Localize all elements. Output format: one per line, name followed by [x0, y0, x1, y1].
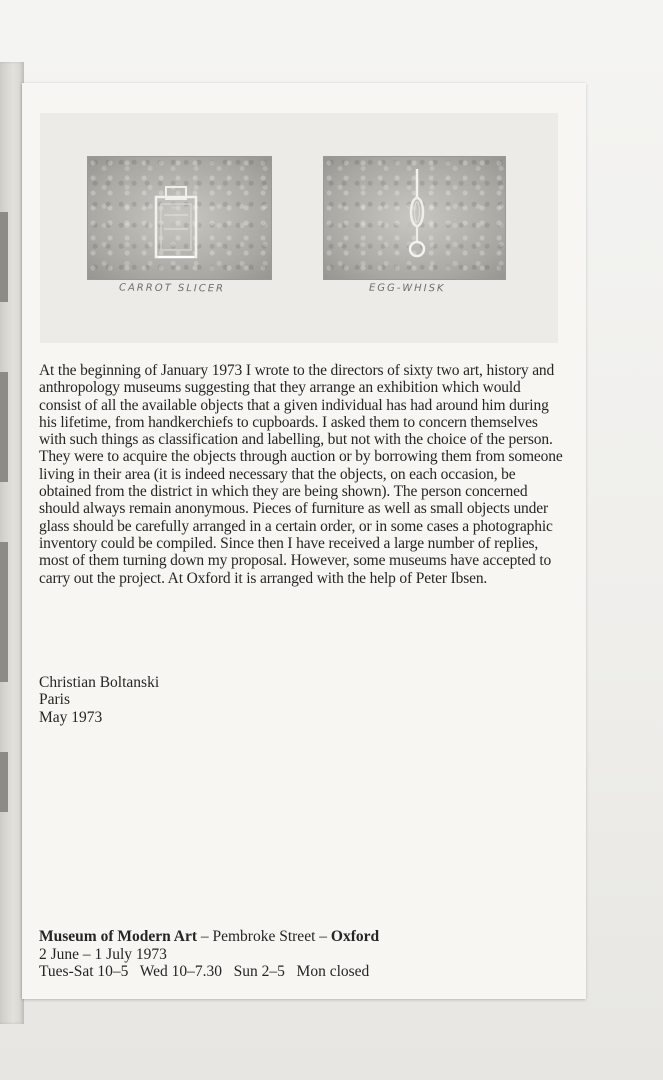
venue-line	[39, 928, 379, 946]
exhibition-footer	[39, 928, 379, 981]
page-edge-mark	[0, 542, 8, 682]
venue-separator: –	[315, 928, 331, 945]
exhibition-dates: 2 June – 1 July 1973	[39, 945, 167, 963]
venue-city: Oxford	[330, 928, 380, 945]
page-edge-mark	[0, 752, 8, 812]
author-name: Christian Boltanski	[39, 674, 160, 691]
author-place: Paris	[39, 691, 70, 709]
opening-hours: Tues-Sat 10–5 Wed 10–7.30 Sun 2–5 Mon closed	[39, 963, 370, 980]
carrot-slicer-photo	[87, 156, 272, 280]
egg-whisk-photo	[323, 156, 506, 280]
venue-street: Pembroke Street	[212, 928, 316, 945]
venue-separator: –	[197, 928, 213, 945]
page-edge-mark	[0, 212, 8, 302]
venue-name: Museum of Modern Art	[39, 928, 197, 945]
egg-whisk-caption: EGG-WHISK	[368, 282, 446, 295]
underlying-pages	[0, 62, 24, 1024]
statement-text: At the beginning of January 1973 I wrote to the directors of sixty two art, history and anthropology museums suggesting that they arrange an exhibition which would consist of all the available objects that a given individual has had around him during his lifetime, from handkerchiefs to cupboards. I asked them to concern themselves with such things as classification and labelling, but not with the choice of the person. They were to acquire the objects through auction or by borrowing them from someone living in their area (it is indeed necessary that the objects, on each occasion, be obtained from the district in which they are being shown). The person concerned should always remain anonymous. Pieces of furniture as well as small objects under glass should be carefully arranged in a certain order, or in some cases a photographic inventory could be compiled. Since then I have received a large number of replies, most of them turning down my proposal. However, some museums have accepted to carry out the project. At Oxford it is arranged with the help of Peter Ibsen.	[39, 362, 563, 587]
author-date: May 1973	[39, 708, 103, 726]
page-edge-mark	[0, 372, 8, 482]
carrot-slicer-caption: CARROT SLICER	[118, 282, 226, 295]
signature-block	[39, 674, 159, 726]
